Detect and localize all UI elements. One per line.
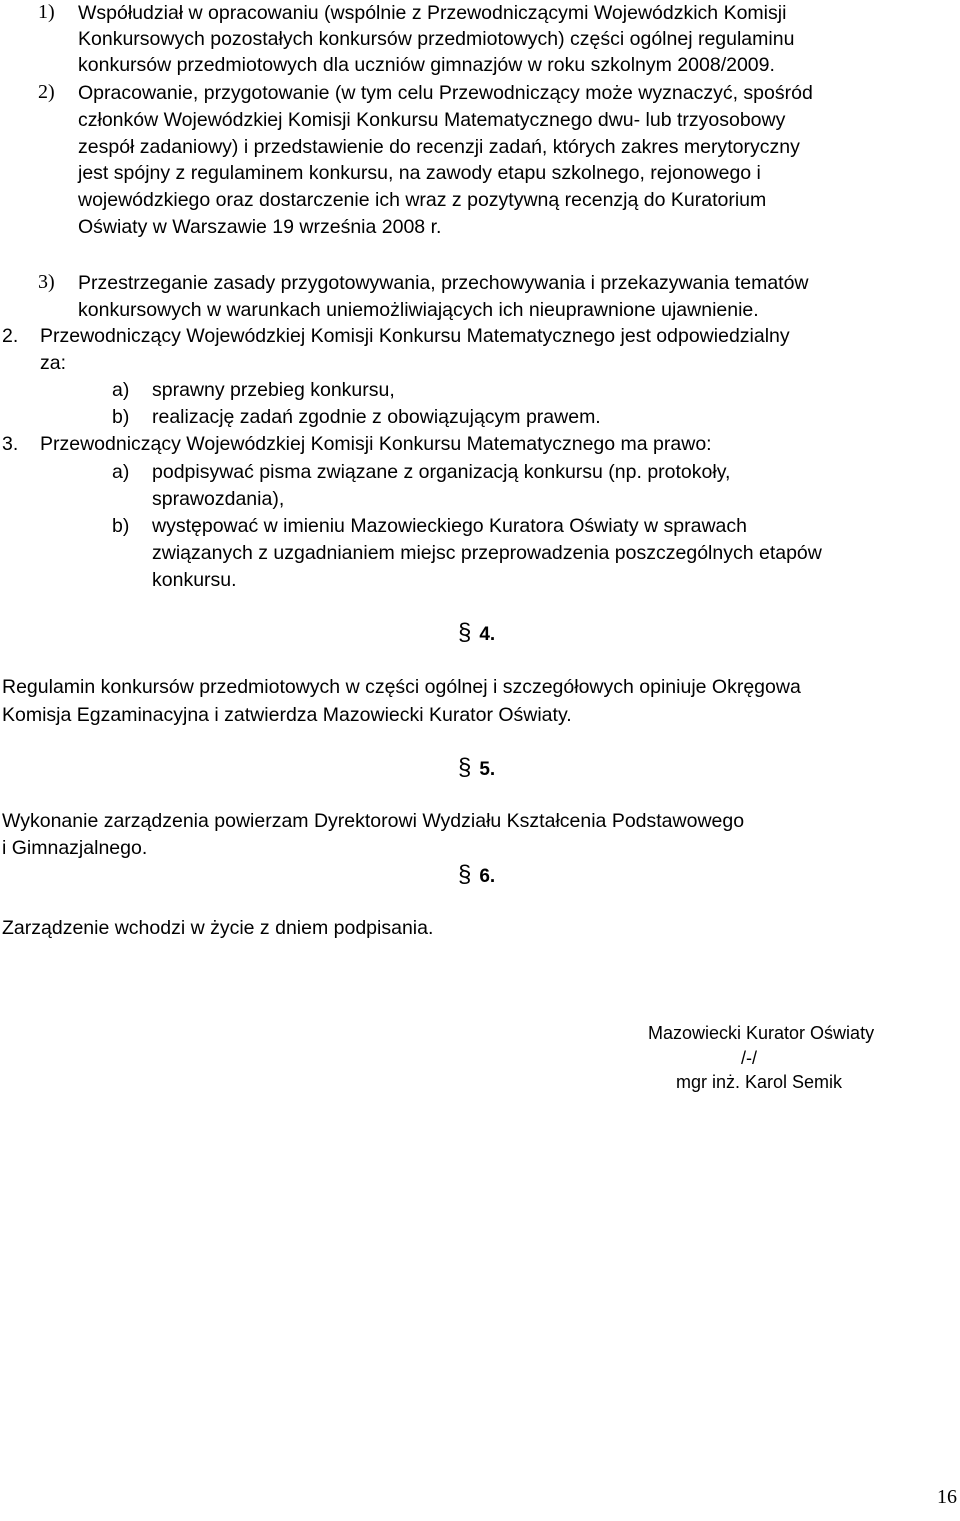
subpoint-label: b) bbox=[112, 515, 130, 537]
subpoint-text: związanych z uzgadnianiem miejsc przeprowadzenia poszczególnych etapów bbox=[152, 542, 822, 564]
item-text-line: wojewódzkiego oraz dostarczenie ich wraz z pozytywną recenzją do Kuratorium bbox=[78, 189, 767, 211]
point-number: 3. bbox=[2, 433, 19, 455]
item-text-line: Przestrzeganie zasady przygotowywania, przechowywania i przekazywania tematów bbox=[78, 272, 809, 294]
paragraph-number: 6. bbox=[479, 866, 496, 887]
item-text-line: Konkursowych pozostałych konkursów przedmiotowych) części ogólnej regulaminu bbox=[78, 28, 795, 50]
signature-mark: /-/ bbox=[741, 1048, 757, 1068]
item-text-line: zespół zadaniowy) i przedstawienie do recenzji zadań, których zakres merytoryczny bbox=[78, 136, 800, 158]
paragraph-text-line: Regulamin konkursów przedmiotowych w części ogólnej i szczegółowych opiniuje Okręgowa bbox=[2, 676, 801, 698]
subpoint-label: a) bbox=[112, 379, 130, 401]
section-sign: § bbox=[458, 619, 472, 646]
subpoint-text: sprawozdania), bbox=[152, 488, 285, 510]
paragraph-heading-5 bbox=[458, 755, 495, 783]
subpoint-text: występować w imieniu Mazowieckiego Kuratora Oświaty w sprawach bbox=[152, 515, 747, 537]
subpoint-text: podpisywać pisma związane z organizacją konkursu (np. protokoły, bbox=[152, 461, 731, 483]
subpoint-label: b) bbox=[112, 406, 130, 428]
item-number: 1) bbox=[38, 1, 55, 23]
item-text-line: Oświaty w Warszawie 19 września 2008 r. bbox=[78, 216, 442, 238]
item-text-line: Współudział w opracowaniu (wspólnie z Przewodniczącymi Wojewódzkich Komisji bbox=[78, 2, 787, 24]
item-text-line: Opracowanie, przygotowanie (w tym celu Przewodniczący może wyznaczyć, spośród bbox=[78, 82, 813, 104]
item-text-line: członków Wojewódzkiej Komisji Konkursu Matematycznego dwu- lub trzyosobowy bbox=[78, 109, 786, 131]
section-sign: § bbox=[458, 861, 472, 888]
paragraph-heading-4 bbox=[458, 620, 495, 648]
point-text-line: za: bbox=[40, 352, 67, 374]
subpoint-text: realizację zadań zgodnie z obowiązującym prawem. bbox=[152, 406, 601, 428]
signatory-name: mgr inż. Karol Semik bbox=[676, 1072, 843, 1092]
signatory-title: Mazowiecki Kurator Oświaty bbox=[648, 1023, 875, 1043]
paragraph-text-line: i Gimnazjalnego. bbox=[2, 837, 148, 859]
paragraph-number: 5. bbox=[479, 759, 496, 780]
point-text-line: Przewodniczący Wojewódzkiej Komisji Konkursu Matematycznego ma prawo: bbox=[40, 433, 712, 455]
point-number: 2. bbox=[2, 325, 19, 347]
paragraph-heading-6 bbox=[458, 862, 495, 890]
item-number: 2) bbox=[38, 81, 55, 103]
paragraph-text-line: Wykonanie zarządzenia powierzam Dyrektorowi Wydziału Kształcenia Podstawowego bbox=[2, 810, 745, 832]
page-number: 16 bbox=[937, 1486, 957, 1508]
paragraph-text-line: Komisja Egzaminacyjna i zatwierdza Mazowiecki Kurator Oświaty. bbox=[2, 704, 572, 726]
subpoint-text: konkursu. bbox=[152, 569, 237, 591]
section-sign: § bbox=[458, 754, 472, 781]
item-text-line: jest spójny z regulaminem konkursu, na zawody etapu szkolnego, rejonowego i bbox=[78, 162, 761, 184]
item-text-line: konkursowych w warunkach uniemożliwiających ich nieuprawnione ujawnienie. bbox=[78, 299, 759, 321]
point-text-line: Przewodniczący Wojewódzkiej Komisji Konkursu Matematycznego jest odpowiedzialny bbox=[40, 325, 790, 347]
subpoint-text: sprawny przebieg konkursu, bbox=[152, 379, 395, 401]
subpoint-label: a) bbox=[112, 461, 130, 483]
paragraph-number: 4. bbox=[479, 624, 496, 645]
item-number: 3) bbox=[38, 271, 55, 293]
item-text-line: konkursów przedmiotowych dla uczniów gimnazjów w roku szkolnym 2008/2009. bbox=[78, 54, 775, 76]
paragraph-text-line: Zarządzenie wchodzi w życie z dniem podpisania. bbox=[2, 917, 434, 939]
